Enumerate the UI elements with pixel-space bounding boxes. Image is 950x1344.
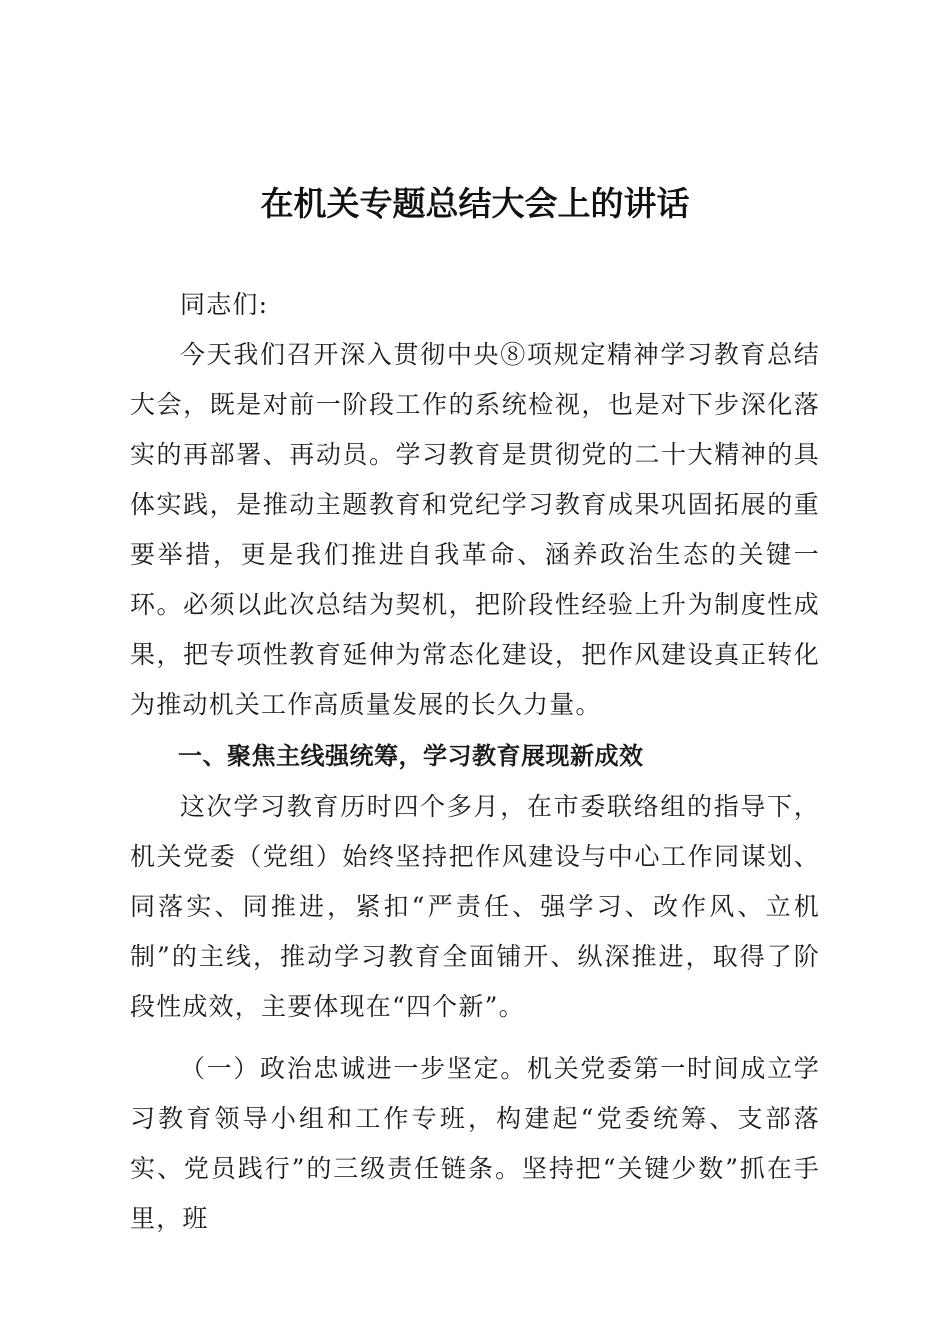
section-heading-1: 一、聚焦主线强统筹，学习教育展现新成效 [178,742,644,770]
subsection-1-paragraph: （一）政治忠诚进一步坚定。机关党委第一时间成立学习教育领导小组和工作专班，构建起“党委统筹、支部落实、党员践行”的三级责任链条。坚持把“关键少数”抓在手里，班 [130,1054,820,1233]
document-title: 在机关专题总结大会上的讲话 [260,184,690,223]
document-body [130,280,820,1244]
intro-paragraph: 今天我们召开深入贯彻中央⑧项规定精神学习教育总结大会，既是对前一阶段工作的系统检视，也是对下步深化落实的再部署、再动员。学习教育是贯彻党的二十大精神的具体实践，是推动主题教育和党纪学习教育成果巩固拓展的重要举措，更是我们推进自我革命、涵养政治生态的关键一环。必须以此次总结为契机，把阶段性经验上升为制度性成果，把专项性教育延伸为常态化建设，把作风建设真正转化为推动机关工作高质量发展的长久力量。 [130,340,820,719]
section-1-paragraph: 这次学习教育历时四个多月，在市委联络组的指导下，机关党委（党组）始终坚持把作风建设与中心工作同谋划、同落实、同推进，紧扣“严责任、强学习、改作风、立机制”的主线，推动学习教育全面铺开、纵深推进，取得了阶段性成效，主要体现在“四个新”。 [130,792,820,1021]
salutation: 同志们: [180,290,269,319]
